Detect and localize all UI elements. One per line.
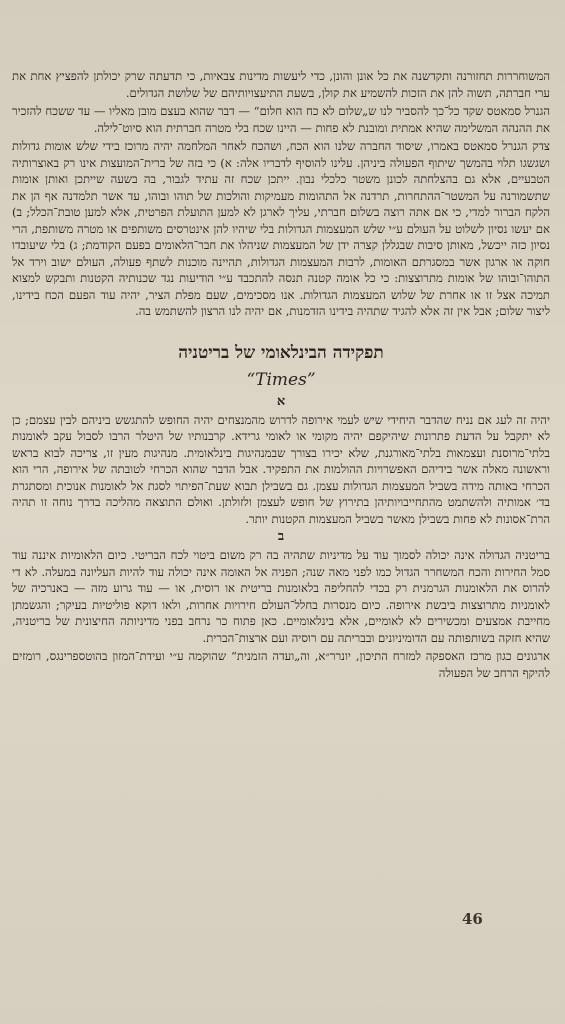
- paragraph-3: צדק הגנרל סמאטס באמרו, שיסוד החברה שלנו הוא הכח, ושהכח לאחר המלחמה יהיה מרוכז בידי שלש אומות גדולות ושגשגו תלוי בהמשך שיתוף הפעולה ביניהן. עלינו להוסיף לדבריו אלה: א) כי בזה של ברית־המועצות אינו רק באוצרותיה הטבעיים, אלא גם בהצלחתה לכונן משטר כלכלי נבון. ייתכן שכח זה עתיד לגבור, בה בשעה שייתכן ואותן אומות שתשמורנה על המשטר־ההתחרות, תרדנה אל התהומות מעמיקות והולכות של תוהו ובוהו, עד אשר תלמדנה אף הן את הלקח הברור למדי, כי אם אתה רוצה בשלום חברתי, עליך לארגן לא למען התועלת הפרטית, אלא למען טובת־הכלל; ב) אם יעשו נסיון לשלוט על העולם ע״י שלש המעצמות הגדולות בלי שיהיו להן אינטרסים משותפים או מטרה משותפת, הרי נסיון כזה ייכשל, מאותן סיבות שבגללן קצרה ידן של המעצמות שניהלו את חבר־הלאומים בפעם הקודמת; ג) בלי שיעובדו חוקה או ארגון אשר במסגרתם האומות, לרבות המעצמות הגדולות, תהיינה מוכנות לשתף פעולה, העולם ישוב וירד אל התוהו־ובוהו של אומות מתרוצצות: כי כל אומה קטנה תנסה להתכבד ע״י הודיעות נגד שכנותיה הקטנות ותבקש למצוא תמיכה אצל זו או אחרת של שלוש המעצמות הגדולות. אנו מסכימים, שעם מפלת הציר, יהיה עוד הפעם הכח בידינו, ליצור שלום; אבל אין זה אלא להגיד שתהיה בידינו הזדמנות, אם יהיה לנו הרצון להשתמש בה.: [12, 139, 550, 318]
- paragraph-2: הגנרל סמאטס שקד כל־כך להסביר לנו ש„שלום לא כח הוא חלום“ — דבר שהוא בעצם מובן מאליו — עד ששכח להזכיר את ההנהה המשלימה שהיא אמתית ומובנת לא פחות — היינו שכח בלי מטרה חברתית הוא סיוט־לילה.: [12, 104, 550, 135]
- article-source: “Times”: [246, 369, 316, 390]
- text-column: [12, 68, 550, 683]
- section-letter-a: א: [276, 393, 286, 409]
- page-number: 46: [462, 910, 483, 928]
- section-a-text: יהיה זה לעג אם נניח שהדבר היחידי שיש לעמי אירופה לדרוש מהמנצחים יהיה החופש להתגשש ביניהם לבין עצמם; כן לא יתקבל על הדעת פתרונות שיהיקפם יהיה מקומי או לאומי גרידא. קרבנותיו של היטלר הרבו לסבול עקב לאומנות בלתי־מרוסנת ועצמאות בלתי־מאורגנת, שלא יכירו בצורך שבמנהיגות בינלאומית. מנהיגות מעין זו, צריכה לבוא בראש וראשונה מאלה אשר בידיהם האפשרויות ההולמות את התפקיד. אבל הדבר שהוא הכרחי לטובתה של אירופה, הרי הוא הכרחי באותה מידה בשביל המעצמות הגדולות עצמן. גם בשבילן תבוא שעת־הפיתוי לסגת אל לאומנות אנוכית ומסתגרת בד׳ אמותיה ולהשתמט מהתחייבויותיהן בתירוץ של חופש לעצמן ולזולתן. ואולם התוצאה מהליכה בדרך נוחה זו תהיה הרת־אסונות לא פחות בשבילן מאשר בשביל המעצמות הקטנות יותר.: [12, 412, 550, 526]
- trailing-paragraph: ארגונים כגון מרכז האספקה למזרח התיכון, יונרר״א, וה„ועדה הזמנית“ שהוקמה ע״י ועידת־המזון בהוטספרינגס, רומזים להיקף הרחב של הפעולה: [12, 649, 550, 680]
- section-letter-b: ב: [277, 529, 285, 544]
- article-title: תפקידה הבינלאומי של בריטניה: [178, 342, 384, 363]
- section-b-text: בריטניה הגדולה אינה יכולה לסמוך עוד על מדיניות שתהיה בה רק משום ביטוי לכח הבריטי. כיום הלאומיות איננה עוד סמל החירות והכח המשחרר הגדול כמו לפני מאה שנה; הפניה אל האומה אינה יכולה עוד להיות העליונה במעלה. לא די להרוס את הלאומנות הגרמנית רק בכדי להחליפה בלאומנות בריטית או רוסית, או — עוד גרוע מזה — באנרכיה של לאומניות מתרוצצות ביבשת אירופה. כיום מנסרות בחלל־העולם חירויות אחרות, ולאו דוקא פוליטיות בעיקר; והגשמתן מחייבת אמצעים ומכשירים לא לאומיים, אלא בינלאומיים. כאן פתוח כר נרחב בפני מדיניותה החיצונית של בריטניה, שהיא חזקה בשותפותה עם הדומיניונים ובבריתה עם רוסיה ועם ארצות־הברית.: [12, 548, 550, 645]
- paragraph-1: המשוחררות תחזורנה ותקדשנה את כל אונן והונן, כדי ליעשות מדינות צבאיות, כי תדעתה שרק יכולתן להפציץ אחת את ערי חברתה, תשוה להן את הזכות להשמיע את קולן, בשעת התיעצויותיהם של שלושת הגדולים.: [12, 69, 550, 100]
